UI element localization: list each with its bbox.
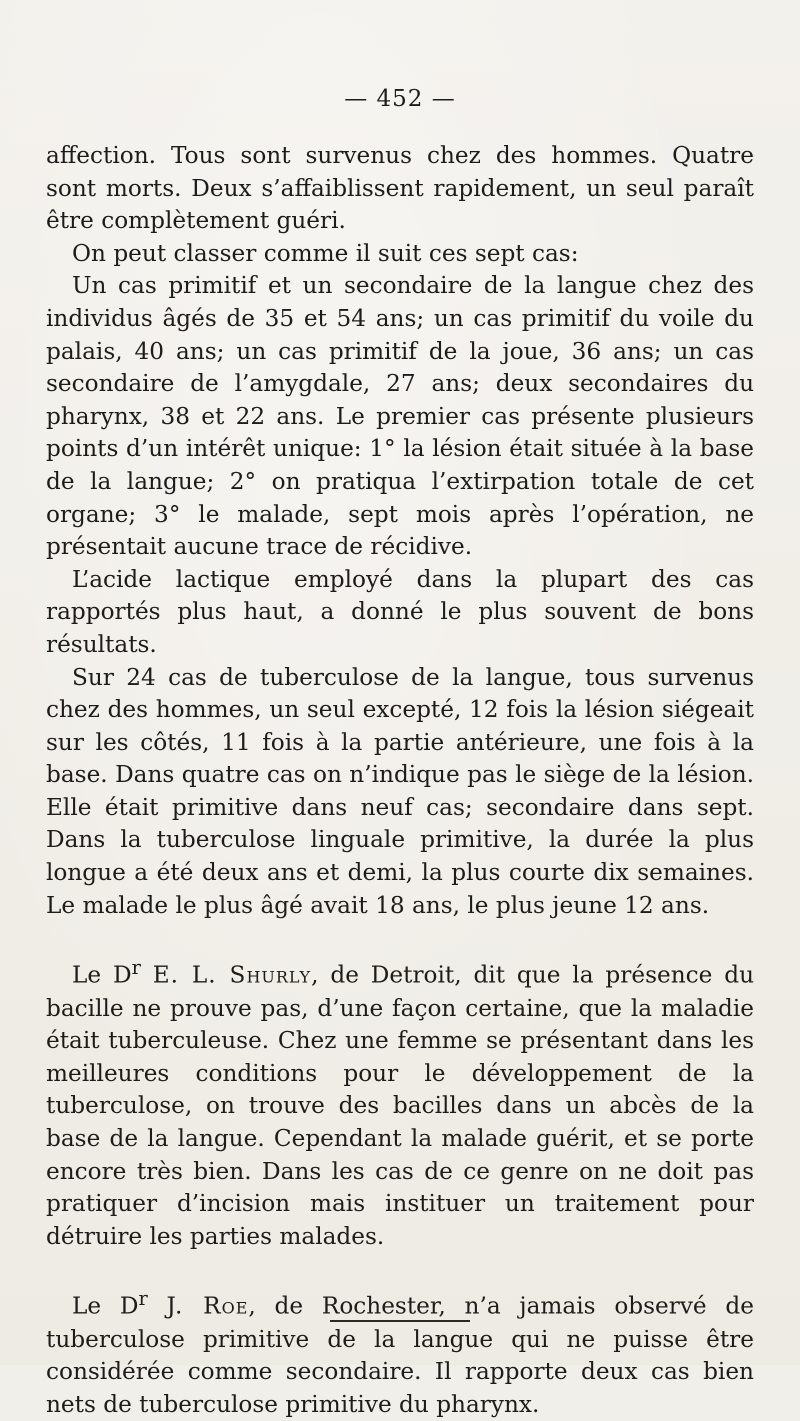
roe-name: J. Roe	[166, 1293, 249, 1321]
shurly-name: E. L. Shurly	[152, 961, 312, 989]
shurly-prefix: Le D	[72, 961, 132, 989]
paragraph-gap	[46, 922, 754, 952]
roe-text: , de Rochester, n’a jamais observé de tuberculose primitive de la langue qui ne puisse être considérée comme secondaire. Il rapporte deux cas bien nets de tuberculose primitive du pharynx.	[46, 1293, 754, 1418]
paragraph-roe	[46, 1283, 754, 1421]
shurly-title-sup: r	[131, 956, 141, 980]
body-text	[46, 140, 754, 1421]
paragraph-gap	[46, 1253, 754, 1283]
roe-title-sup: r	[138, 1287, 148, 1311]
roe-prefix: Le D	[72, 1293, 139, 1321]
paragraph-continuation: affection. Tous sont survenus chez des hommes. Quatre sont morts. Deux s’affaiblissent rapidement, un seul paraît être complètement guéri.	[46, 142, 754, 235]
page-number: — 452 —	[344, 86, 456, 112]
closing-rule	[330, 1320, 470, 1322]
paragraph-lactic-acid: L’acide lactique employé dans la plupart des cas rapportés plus haut, a donné le plus souvent de bons résultats.	[46, 565, 754, 658]
paragraph-shurly	[46, 952, 754, 1253]
paragraph-classification: On peut classer comme il suit ces sept cas:	[72, 239, 579, 267]
paragraph-cases: Un cas primitif et un secondaire de la langue chez des individus âgés de 35 et 54 ans; un cas primitif du voile du palais, 40 ans; un cas primitif de la joue, 36 ans; un cas secondaire de l’amygdale, 27 ans; deux secondaires du pharynx, 38 et 22 ans. Le premier cas présente plusieurs points d’un intérêt unique: 1° la lésion était située à la base de la langue; 2° on pratiqua l’extirpation totale de cet organe; 3° le malade, sept mois après l’opération, ne présentait aucune trace de récidive.	[46, 272, 754, 561]
paragraph-statistics: Sur 24 cas de tuberculose de la langue, tous survenus chez des hommes, un seul excepté, 12 fois la lésion siégeait sur les côtés, 11 fois à la partie antérieure, une fois à la base. Dans quatre cas on n’indique pas le siège de la lésion. Elle était primitive dans neuf cas; secondaire dans sept. Dans la tuberculose linguale primitive, la durée la plus longue a été deux ans et demi, la plus courte dix semaines. Le malade le plus âgé avait 18 ans, le plus jeune 12 ans.	[46, 663, 754, 919]
shurly-text: , de Detroit, dit que la présence du bacille ne prouve pas, d’une façon certaine, que la maladie était tuberculeuse. Chez une femme se présentant dans les meilleures conditions pour le développement de la tuberculose, on trouve des bacilles dans un abcès de la base de la langue. Cependant la malade guérit, et se porte encore très bien. Dans les cas de ce genre on ne doit pas pratiquer d’incision mais instituer un traitement pour détruire les parties malades.	[46, 961, 754, 1250]
